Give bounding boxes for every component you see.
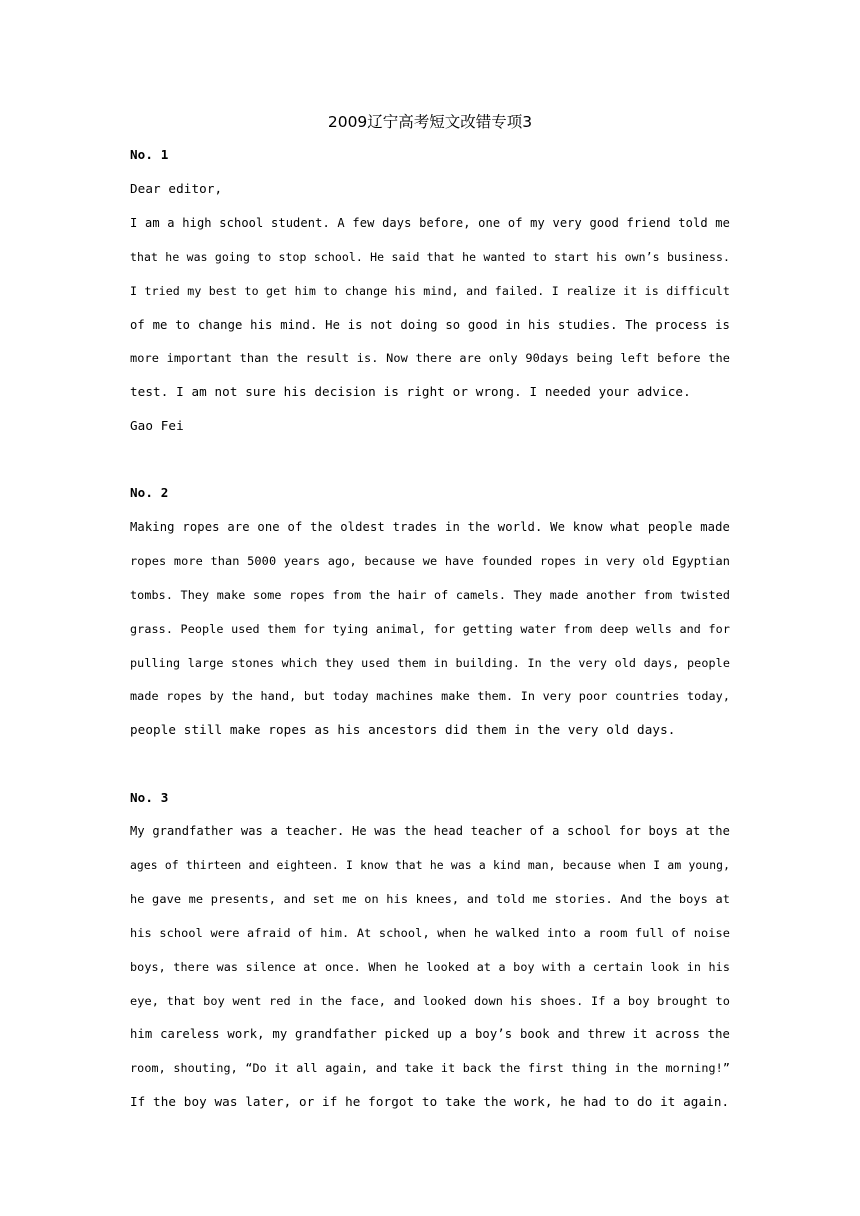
- paragraph-line: room, shouting, “Do it all again, and take it back the first thing in the morning!”: [130, 1061, 730, 1075]
- paragraph-line: ages of thirteen and eighteen. I know that he was a kind man, because when I am young,: [130, 858, 730, 872]
- section-heading-2: No. 2: [130, 485, 169, 500]
- paragraph-line: people still make ropes as his ancestors did them in the very old days.: [130, 722, 676, 737]
- paragraph-line: made ropes by the hand, but today machines make them. In very poor countries today,: [130, 689, 730, 703]
- paragraph-line: tombs. They make some ropes from the hair of camels. They made another from twisted: [130, 588, 730, 602]
- document-title: 2009辽宁高考短文改错专项3: [327, 113, 533, 131]
- salutation: Dear editor,: [130, 181, 223, 196]
- paragraph-line: My grandfather was a teacher. He was the head teacher of a school for boys at the: [130, 824, 730, 838]
- paragraph-line: boys, there was silence at once. When he looked at a boy with a certain look in his: [130, 960, 730, 974]
- paragraph-line: If the boy was later, or if he forgot to take the work, he had to do it again.: [130, 1094, 730, 1109]
- paragraph-line: of me to change his mind. He is not doing so good in his studies. The process is: [130, 318, 730, 332]
- paragraph-line: Making ropes are one of the oldest trades in the world. We know what people made: [130, 520, 730, 534]
- paragraph-line: he gave me presents, and set me on his knees, and told me stories. And the boys at: [130, 892, 730, 906]
- section-heading-3: No. 3: [130, 790, 169, 805]
- paragraph-line: I tried my best to get him to change his mind, and failed. I realize it is difficult: [130, 284, 730, 298]
- paragraph-line: that he was going to stop school. He said that he wanted to start his own’s business.: [130, 250, 730, 264]
- paragraph-line: eye, that boy went red in the face, and looked down his shoes. If a boy brought to: [130, 994, 730, 1008]
- paragraph-line: ropes more than 5000 years ago, because we have founded ropes in very old Egyptian: [130, 554, 730, 568]
- signature-name: Gao Fei: [130, 418, 184, 433]
- paragraph-line: grass. People used them for tying animal, for getting water from deep wells and for: [130, 622, 730, 636]
- paragraph-line: pulling large stones which they used them in building. In the very old days, people: [130, 656, 730, 670]
- paragraph-line: I am a high school student. A few days before, one of my very good friend told me: [130, 216, 730, 230]
- section-heading-1: No. 1: [130, 147, 169, 162]
- paragraph-line: him careless work, my grandfather picked up a boy’s book and threw it across the: [130, 1027, 730, 1041]
- paragraph-line: test. I am not sure his decision is right or wrong. I needed your advice.: [130, 384, 691, 399]
- paragraph-line: more important than the result is. Now there are only 90days being left before the: [130, 351, 730, 365]
- paragraph-line: his school were afraid of him. At school, when he walked into a room full of noise: [130, 926, 730, 940]
